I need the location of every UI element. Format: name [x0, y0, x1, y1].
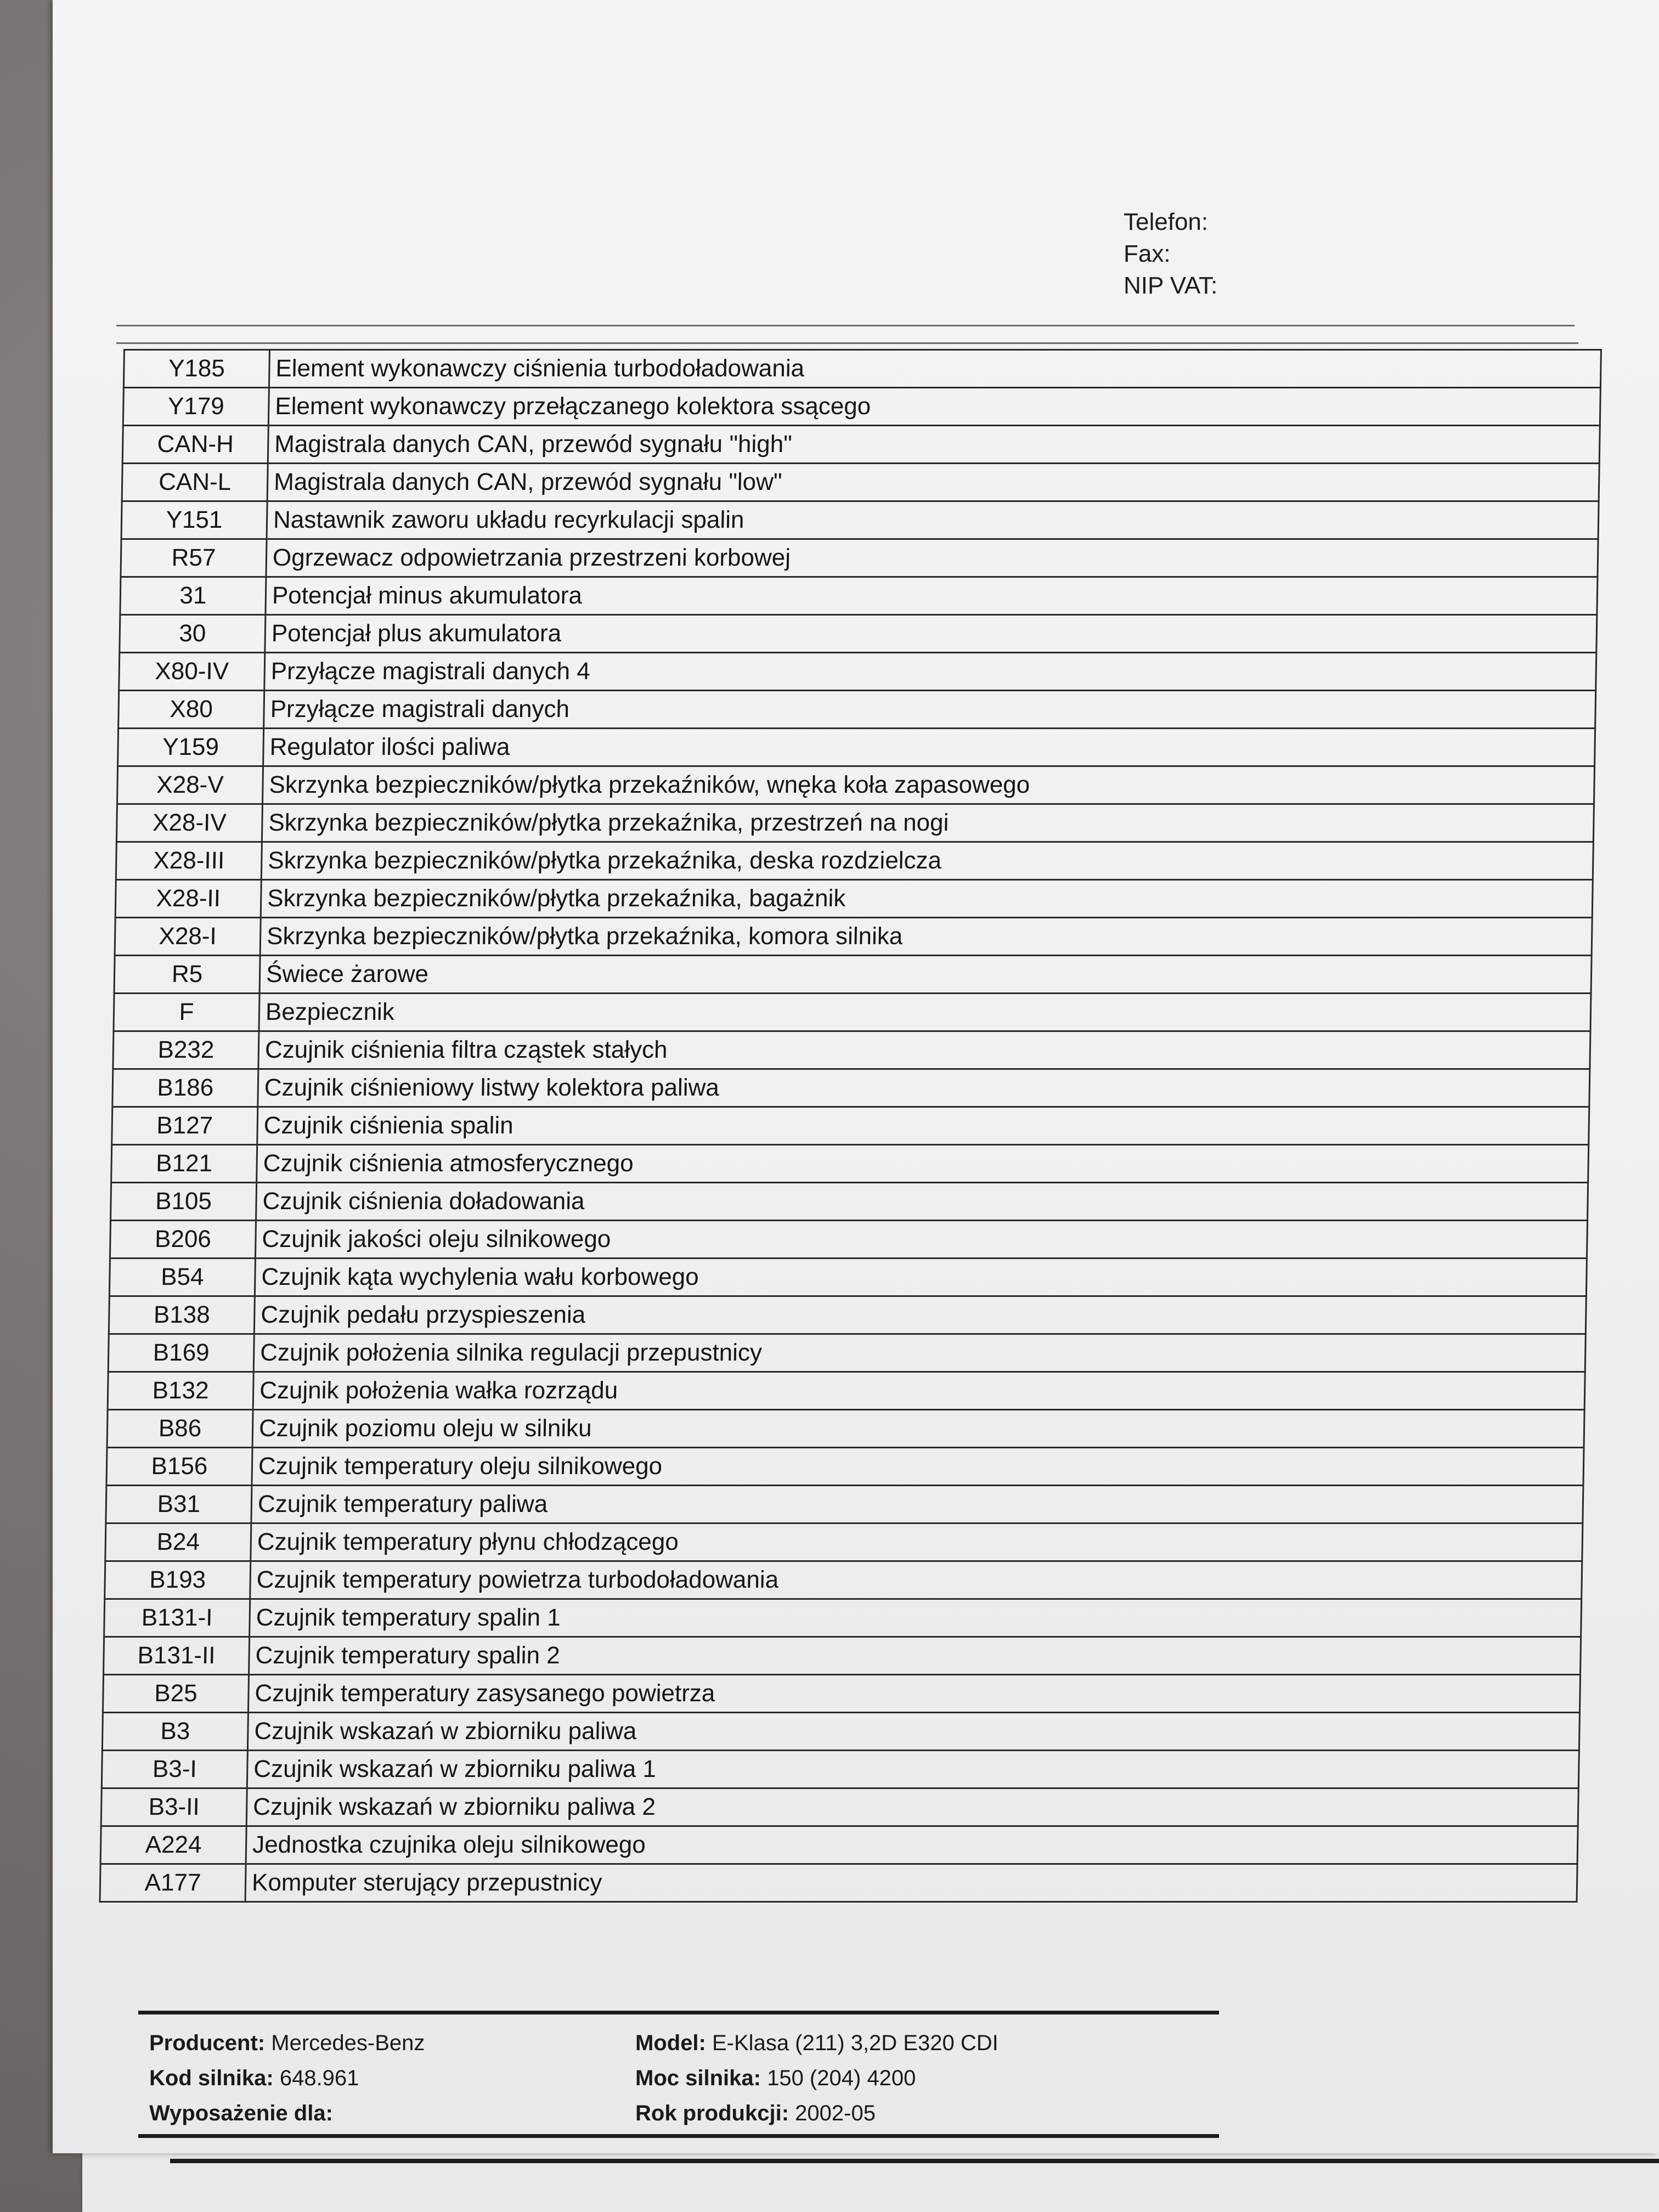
part-code: B86 [107, 1410, 253, 1448]
table-row [115, 880, 1593, 918]
model-row [635, 2025, 998, 2061]
parts-table-body [100, 350, 1601, 1902]
part-code: B169 [108, 1334, 254, 1372]
part-code: 31 [120, 577, 266, 615]
part-code: X28-I [115, 918, 261, 956]
engine-code-label: Kod silnika: [149, 2066, 274, 2090]
producer-row [149, 2025, 425, 2061]
table-row [103, 1675, 1580, 1713]
part-description: Świece żarowe [259, 956, 1592, 994]
part-code: CAN-H [122, 426, 268, 464]
table-row [122, 464, 1599, 501]
part-description: Czujnik wskazań w zbiorniku paliwa 2 [246, 1788, 1578, 1826]
table-row [111, 1183, 1588, 1221]
part-code: B3-I [101, 1751, 247, 1788]
part-code: B156 [106, 1448, 252, 1486]
part-description: Czujnik ciśnieniowy listwy kolektora paliwa [258, 1069, 1590, 1107]
part-description: Czujnik ciśnienia spalin [257, 1107, 1589, 1145]
part-description: Czujnik jakości oleju silnikowego [255, 1221, 1587, 1259]
table-row [106, 1448, 1584, 1486]
table-row [117, 766, 1594, 804]
table-row [113, 1031, 1590, 1069]
vehicle-info-footer [138, 2011, 1219, 2138]
table-row [112, 1107, 1589, 1145]
table-row [112, 1069, 1590, 1107]
part-code: X80-IV [119, 653, 265, 691]
year-label: Rok produkcji: [635, 2101, 789, 2125]
part-description: Ogrzewacz odpowietrzania przestrzeni korbowej [266, 539, 1598, 577]
part-description: Komputer sterujący przepustnicy [245, 1864, 1577, 1902]
table-row [119, 691, 1596, 729]
contact-block [1124, 206, 1217, 302]
part-description: Czujnik temperatury spalin 2 [249, 1637, 1581, 1675]
header-separator-second [116, 342, 1578, 344]
year-row [635, 2096, 998, 2131]
part-code: B31 [106, 1486, 252, 1523]
table-row [123, 350, 1601, 388]
table-row [101, 1751, 1579, 1788]
part-description: Czujnik ciśnienia filtra cząstek stałych [258, 1031, 1590, 1069]
part-code: B232 [113, 1031, 259, 1069]
table-row [118, 729, 1595, 766]
part-description: Czujnik temperatury powietrza turbodoładowania [250, 1561, 1582, 1599]
part-code: 30 [120, 615, 266, 653]
table-row [108, 1334, 1585, 1372]
part-description: Przyłącze magistrali danych 4 [264, 653, 1596, 691]
table-row [116, 842, 1593, 880]
fax-label: Fax: [1124, 240, 1171, 267]
table-row [114, 956, 1592, 994]
engine-code-row [149, 2061, 425, 2096]
part-code: B54 [109, 1259, 255, 1296]
power-row [635, 2061, 998, 2096]
part-description: Czujnik pedału przyspieszenia [254, 1296, 1586, 1334]
part-description: Przyłącze magistrali danych [264, 691, 1596, 729]
table-row [120, 615, 1597, 653]
table-row [111, 1145, 1589, 1183]
part-code: B131-I [104, 1599, 250, 1637]
part-code: X28-II [115, 880, 261, 918]
part-description: Czujnik ciśnienia doładowania [256, 1183, 1588, 1221]
part-code: CAN-L [122, 464, 268, 501]
engine-code-value: 648.961 [279, 2066, 359, 2090]
table-row [102, 1713, 1579, 1751]
table-row [106, 1486, 1583, 1523]
table-row [114, 994, 1591, 1031]
vat-label: NIP VAT: [1124, 272, 1218, 299]
table-row [105, 1561, 1582, 1599]
table-row [119, 653, 1596, 691]
part-code: B131-II [104, 1637, 250, 1675]
table-row [110, 1221, 1587, 1259]
part-description: Czujnik położenia wałka rozrządu [253, 1372, 1585, 1410]
part-code: Y159 [118, 729, 264, 766]
part-description: Czujnik temperatury spalin 1 [250, 1599, 1582, 1637]
part-description: Czujnik ciśnienia atmosferycznego [257, 1145, 1589, 1183]
part-description: Czujnik temperatury paliwa [251, 1486, 1583, 1523]
table-row [115, 918, 1592, 956]
table-row [105, 1523, 1583, 1561]
parts-table [99, 349, 1602, 1903]
part-description: Czujnik położenia silnika regulacji przepustnicy [253, 1334, 1585, 1372]
table-row [101, 1788, 1578, 1826]
table-row [120, 577, 1598, 615]
part-code: B186 [112, 1069, 258, 1107]
part-description: Bezpiecznik [259, 994, 1591, 1031]
part-description: Element wykonawczy przełączanego kolektora ssącego [268, 388, 1600, 426]
part-code: X80 [119, 691, 264, 729]
part-description: Czujnik temperatury oleju silnikowego [252, 1448, 1584, 1486]
part-code: Y179 [123, 388, 269, 426]
part-code: X28-V [117, 766, 263, 804]
part-description: Magistrala danych CAN, przewód sygnału "low" [267, 464, 1599, 501]
table-row [122, 426, 1600, 464]
part-description: Regulator ilości paliwa [263, 729, 1595, 766]
part-code: B3-II [101, 1788, 247, 1826]
part-code: B25 [103, 1675, 249, 1713]
table-row [116, 804, 1594, 842]
part-code: B121 [111, 1145, 257, 1183]
table-row [100, 1826, 1578, 1864]
part-code: A224 [100, 1826, 246, 1864]
part-description: Skrzynka bezpieczników/płytka przekaźnika, bagażnik [261, 880, 1593, 918]
power-value: 150 (204) 4200 [767, 2066, 916, 2090]
part-code: B3 [102, 1713, 248, 1751]
year-value: 2002-05 [795, 2101, 876, 2125]
footer-left-column [149, 2025, 425, 2131]
table-row [109, 1259, 1587, 1296]
part-description: Jednostka czujnika oleju silnikowego [246, 1826, 1578, 1864]
table-row [121, 539, 1598, 577]
part-code: B105 [111, 1183, 257, 1221]
table-row [108, 1372, 1585, 1410]
model-value: E-Klasa (211) 3,2D E320 CDI [712, 2031, 998, 2055]
part-description: Czujnik wskazań w zbiorniku paliwa 1 [247, 1751, 1579, 1788]
part-description: Nastawnik zaworu układu recyrkulacji spalin [267, 501, 1599, 539]
part-code: B132 [108, 1372, 253, 1410]
table-row [100, 1864, 1577, 1902]
part-description: Skrzynka bezpieczników/płytka przekaźnika, przestrzeń na nogi [262, 804, 1594, 842]
part-description: Czujnik wskazań w zbiorniku paliwa [247, 1713, 1579, 1751]
part-description: Skrzynka bezpieczników/płytka przekaźnika, deska rozdzielcza [261, 842, 1593, 880]
part-description: Czujnik kąta wychylenia wału korbowego [255, 1259, 1587, 1296]
part-description: Skrzynka bezpieczników/płytka przekaźnika, komora silnika [260, 918, 1592, 956]
model-label: Model: [635, 2031, 706, 2055]
footer-right-column [635, 2025, 998, 2131]
equipment-row [149, 2096, 425, 2131]
header-separator [116, 325, 1575, 326]
part-code: Y151 [121, 501, 267, 539]
equipment-label: Wyposażenie dla: [149, 2101, 333, 2125]
part-code: Y185 [123, 350, 269, 388]
part-description: Czujnik poziomu oleju w silniku [252, 1410, 1584, 1448]
producer-value: Mercedes-Benz [271, 2031, 425, 2055]
part-description: Potencjał minus akumulatora [266, 577, 1598, 615]
part-code: R5 [114, 956, 260, 994]
power-label: Moc silnika: [635, 2066, 761, 2090]
part-description: Magistrala danych CAN, przewód sygnału "high" [268, 426, 1600, 464]
table-row [107, 1410, 1584, 1448]
table-row [123, 388, 1600, 426]
producer-label: Producent: [149, 2031, 266, 2055]
part-code: B206 [110, 1221, 256, 1259]
part-code: X28-III [116, 842, 262, 880]
table-row [121, 501, 1599, 539]
table-row [109, 1296, 1586, 1334]
part-code: B193 [105, 1561, 251, 1599]
part-code: B127 [112, 1107, 258, 1145]
underlying-sheet-rule [170, 2159, 1659, 2163]
part-code: F [114, 994, 259, 1031]
table-row [104, 1637, 1581, 1675]
part-code: A177 [100, 1864, 246, 1902]
part-description: Element wykonawczy ciśnienia turbodoładowania [269, 350, 1601, 388]
part-description: Skrzynka bezpieczników/płytka przekaźników, wnęka koła zapasowego [262, 766, 1594, 804]
phone-label: Telefon: [1124, 208, 1209, 235]
part-description: Potencjał plus akumulatora [265, 615, 1597, 653]
part-code: B24 [105, 1523, 251, 1561]
table-row [104, 1599, 1582, 1637]
part-description: Czujnik temperatury zasysanego powietrza [248, 1675, 1580, 1713]
part-code: B138 [109, 1296, 255, 1334]
part-description: Czujnik temperatury płynu chłodzącego [251, 1523, 1583, 1561]
part-code: X28-IV [116, 804, 262, 842]
part-code: R57 [121, 539, 267, 577]
